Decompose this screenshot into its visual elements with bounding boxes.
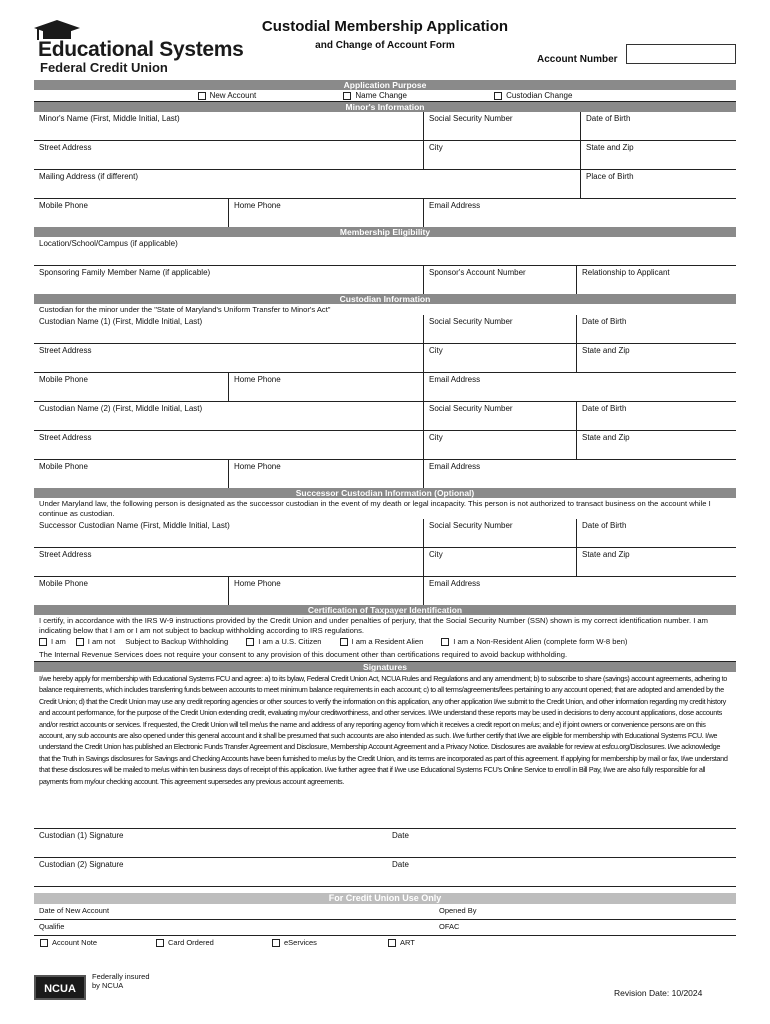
application-form bbox=[34, 80, 736, 949]
successor-name-field[interactable]: Successor Custodian Name (First, Middle Initial, Last) bbox=[34, 519, 424, 547]
checkbox[interactable] bbox=[272, 939, 280, 947]
check-account-note[interactable]: Account Note bbox=[40, 938, 150, 947]
tax-options bbox=[34, 636, 736, 649]
section-heading-signatures: Signatures bbox=[34, 662, 736, 672]
successor-city-field[interactable]: City bbox=[424, 548, 577, 576]
checkbox[interactable] bbox=[156, 939, 164, 947]
minor-ssn-field[interactable]: Social Security Number bbox=[424, 112, 581, 140]
checkbox[interactable] bbox=[40, 939, 48, 947]
account-number-field[interactable] bbox=[626, 44, 736, 64]
custodian2-home-field[interactable]: Home Phone bbox=[229, 460, 424, 488]
option-i-am-not[interactable]: I am not bbox=[76, 637, 115, 648]
checkbox[interactable] bbox=[39, 638, 47, 646]
minor-dob-field[interactable]: Date of Birth bbox=[586, 114, 631, 123]
date-new-account-field[interactable]: Date of New Account bbox=[39, 906, 110, 915]
check-card-ordered[interactable]: Card Ordered bbox=[156, 938, 266, 947]
logo-sub: Federal Credit Union bbox=[40, 60, 168, 75]
relationship-field[interactable]: Relationship to Applicant bbox=[582, 268, 670, 277]
custodian2-city-field[interactable]: City bbox=[424, 431, 577, 459]
revision-date: Revision Date: 10/2024 bbox=[614, 988, 703, 998]
ncua-logo: NCUA bbox=[34, 975, 86, 1000]
checkbox[interactable] bbox=[441, 638, 449, 646]
successor-street-field[interactable]: Street Address bbox=[34, 548, 424, 576]
checkbox[interactable] bbox=[340, 638, 348, 646]
checkbox[interactable] bbox=[343, 92, 351, 100]
custodian1-email-field[interactable]: Email Address bbox=[429, 375, 481, 384]
custodian1-name-field[interactable]: Custodian Name (1) (First, Middle Initial, Last) bbox=[34, 315, 424, 343]
checkbox[interactable] bbox=[494, 92, 502, 100]
minor-mobile-field[interactable]: Mobile Phone bbox=[34, 199, 229, 227]
cu-checkboxes bbox=[34, 936, 736, 949]
backup-withholding-label: Subject to Backup Withholding bbox=[125, 637, 229, 646]
ncua-insured-text: Federally insured by NCUA bbox=[92, 972, 150, 990]
checkbox[interactable] bbox=[76, 638, 84, 646]
custodian1-mobile-field[interactable]: Mobile Phone bbox=[34, 373, 229, 401]
option-us-citizen[interactable]: I am a U.S. Citizen bbox=[246, 637, 321, 648]
minor-state-zip-field[interactable]: State and Zip bbox=[586, 143, 634, 152]
option-nonresident-alien[interactable]: I am a Non-Resident Alien (complete form W-8 ben) bbox=[441, 637, 627, 648]
custodian1-ssn-field[interactable]: Social Security Number bbox=[424, 315, 577, 343]
page-title: Custodial Membership Application bbox=[261, 18, 509, 35]
custodian1-street-field[interactable]: Street Address bbox=[34, 344, 424, 372]
checkbox[interactable] bbox=[246, 638, 254, 646]
successor-state-zip-field[interactable]: State and Zip bbox=[582, 550, 630, 559]
opened-by-field[interactable]: Opened By bbox=[439, 906, 477, 915]
custodian2-street-field[interactable]: Street Address bbox=[34, 431, 424, 459]
minor-home-field[interactable]: Home Phone bbox=[229, 199, 424, 227]
membership-agreement-text: I/we hereby apply for membership with Educational Systems FCU and agree: a) to its bylaw, Federal Credit Union Act, NCUA Rules and Regulations and any amendment; b) to subscribe to share (savings) account agreements, adhering to balance requirements, which includes transferring funds between accounts to meet minimum balance requirements in each account; c) to all terms/agreements/fees pertaining to any account opened; that are adopted and amended by the Credit Union; d) that the Credit Union may use any credit reporting agencies or other sources to verify the information on this application, any other application I/we submit to the Credit Union, and other information regarding my credit history and account performance, for the purpose of the Credit Union extending credit, evaluating my/our creditworthiness, and other services. I/We understand these reports may be used in decisions to deny account applications, close accounts and/or restrict accounts or services. If requested, the Credit Union will tell me/us the name and address of any reporting agency from which it receives a credit report on me/us; and e) if joint owners or convenience persons are on this account, any sub accounts are also opened under this general account and it shall be presumed that such accounts are also intended as such. I/we further certify that I/we are eligible for membership with Educational Systems FCU. I/we understand the Credit Union has published an Electronic Funds Transfer Agreement and Disclosure, Membership Account Agreement and a Privacy Notice. Disclosures are available for review at esfcu.org/Disclosures. I/we acknowledge that the Truth in Savings disclosures for Savings and Checking Accounts have been furnished to me/us by the Credit Union, and its terms are incorporated as part of this agreement. If applying for membership by mail or fax, I/we understand that these disclosures will be mailed to me/us within ten business days of receipt of this application. I/we further agree that if I/we use Educational Systems FCU's Online Service to enroll in Bill Pay, I/we are also fully responsible for all payments from my/our checking account. This agreement supersedes any previous account agreements. bbox=[34, 672, 736, 829]
minor-name-field[interactable]: Minor's Name (First, Middle Initial, Last) bbox=[34, 112, 424, 140]
logo-main: Educational Systems bbox=[38, 38, 244, 61]
page-subtitle: and Change of Account Form bbox=[315, 40, 455, 51]
custodian1-state-zip-field[interactable]: State and Zip bbox=[582, 346, 630, 355]
section-heading-custodian: Custodian Information bbox=[34, 294, 736, 304]
sponsor-name-field[interactable]: Sponsoring Family Member Name (if applicable) bbox=[34, 266, 424, 294]
option-i-am[interactable]: I am bbox=[39, 637, 66, 648]
checkbox[interactable] bbox=[388, 939, 396, 947]
account-number-label: Account Number bbox=[537, 54, 618, 65]
successor-dob-field[interactable]: Date of Birth bbox=[582, 521, 627, 530]
section-heading-purpose: Application Purpose bbox=[34, 80, 736, 90]
custodian1-signature-date-field[interactable]: Date bbox=[392, 831, 409, 840]
custodian2-name-field[interactable]: Custodian Name (2) (First, Middle Initial, Last) bbox=[34, 402, 424, 430]
custodian2-signature-date-field[interactable]: Date bbox=[392, 860, 409, 869]
custodian2-ssn-field[interactable]: Social Security Number bbox=[424, 402, 577, 430]
custodian2-signature-field[interactable]: Custodian (2) Signature bbox=[39, 860, 124, 869]
custodian2-dob-field[interactable]: Date of Birth bbox=[582, 404, 627, 413]
section-heading-cu-use: For Credit Union Use Only bbox=[34, 893, 736, 904]
section-heading-tax: Certification of Taxpayer Identification bbox=[34, 605, 736, 615]
sponsor-account-field[interactable]: Sponsor's Account Number bbox=[424, 266, 577, 294]
minor-mailing-field[interactable]: Mailing Address (if different) bbox=[34, 170, 581, 198]
checkbox[interactable] bbox=[198, 92, 206, 100]
custodian1-signature-field[interactable]: Custodian (1) Signature bbox=[39, 831, 124, 840]
tax-certification-text: I certify, in accordance with the IRS W-9 instructions provided by the Credit Union and under penalties of perjury, that the Social Security Number (SSN) shown is my correct identification number. I am indicating below that I am or I am not subject to backup withholding according to IRS regulations. bbox=[39, 616, 708, 635]
custodian2-email-field[interactable]: Email Address bbox=[429, 462, 481, 471]
option-new-account[interactable]: New Account bbox=[198, 91, 257, 100]
custodian1-dob-field[interactable]: Date of Birth bbox=[582, 317, 627, 326]
option-name-change[interactable]: Name Change bbox=[343, 91, 407, 100]
purpose-options bbox=[34, 90, 736, 102]
ofac-field[interactable]: OFAC bbox=[439, 922, 460, 931]
custodian2-mobile-field[interactable]: Mobile Phone bbox=[34, 460, 229, 488]
tax-irs-text: The Internal Revenue Services does not require your consent to any provision of this document other than certifications required to avoid backup withholding. bbox=[34, 649, 736, 662]
minor-city-field[interactable]: City bbox=[424, 141, 581, 169]
option-resident-alien[interactable]: I am a Resident Alien bbox=[340, 637, 424, 648]
section-heading-eligibility: Membership Eligibility bbox=[34, 227, 736, 237]
section-heading-minor: Minor's Information bbox=[34, 102, 736, 112]
successor-ssn-field[interactable]: Social Security Number bbox=[424, 519, 577, 547]
successor-intro: Under Maryland law, the following person is designated as the successor custodian in the event of my death or legal incapacity. This person is not authorized to transact business on the account while I continue as custodian. bbox=[39, 499, 711, 518]
minor-street-field[interactable]: Street Address bbox=[34, 141, 424, 169]
custodian1-city-field[interactable]: City bbox=[424, 344, 577, 372]
section-heading-successor: Successor Custodian Information (Optional) bbox=[34, 488, 736, 498]
custodian1-home-field[interactable]: Home Phone bbox=[229, 373, 424, 401]
successor-email-field[interactable]: Email Address bbox=[429, 579, 481, 588]
successor-home-field[interactable]: Home Phone bbox=[229, 577, 424, 605]
option-custodian-change[interactable]: Custodian Change bbox=[494, 91, 572, 100]
custodian-intro: Custodian for the minor under the "State of Maryland's Uniform Transfer to Minor's Act" bbox=[39, 305, 331, 314]
minor-pob-field[interactable]: Place of Birth bbox=[586, 172, 634, 181]
check-eservices[interactable]: eServices bbox=[272, 938, 382, 947]
successor-mobile-field[interactable]: Mobile Phone bbox=[34, 577, 229, 605]
custodian2-state-zip-field[interactable]: State and Zip bbox=[582, 433, 630, 442]
qualifie-field[interactable]: Qualifie bbox=[39, 922, 65, 931]
minor-email-field[interactable]: Email Address bbox=[429, 201, 481, 210]
location-field[interactable]: Location/School/Campus (if applicable) bbox=[39, 239, 178, 248]
check-art[interactable]: ART bbox=[388, 938, 498, 947]
